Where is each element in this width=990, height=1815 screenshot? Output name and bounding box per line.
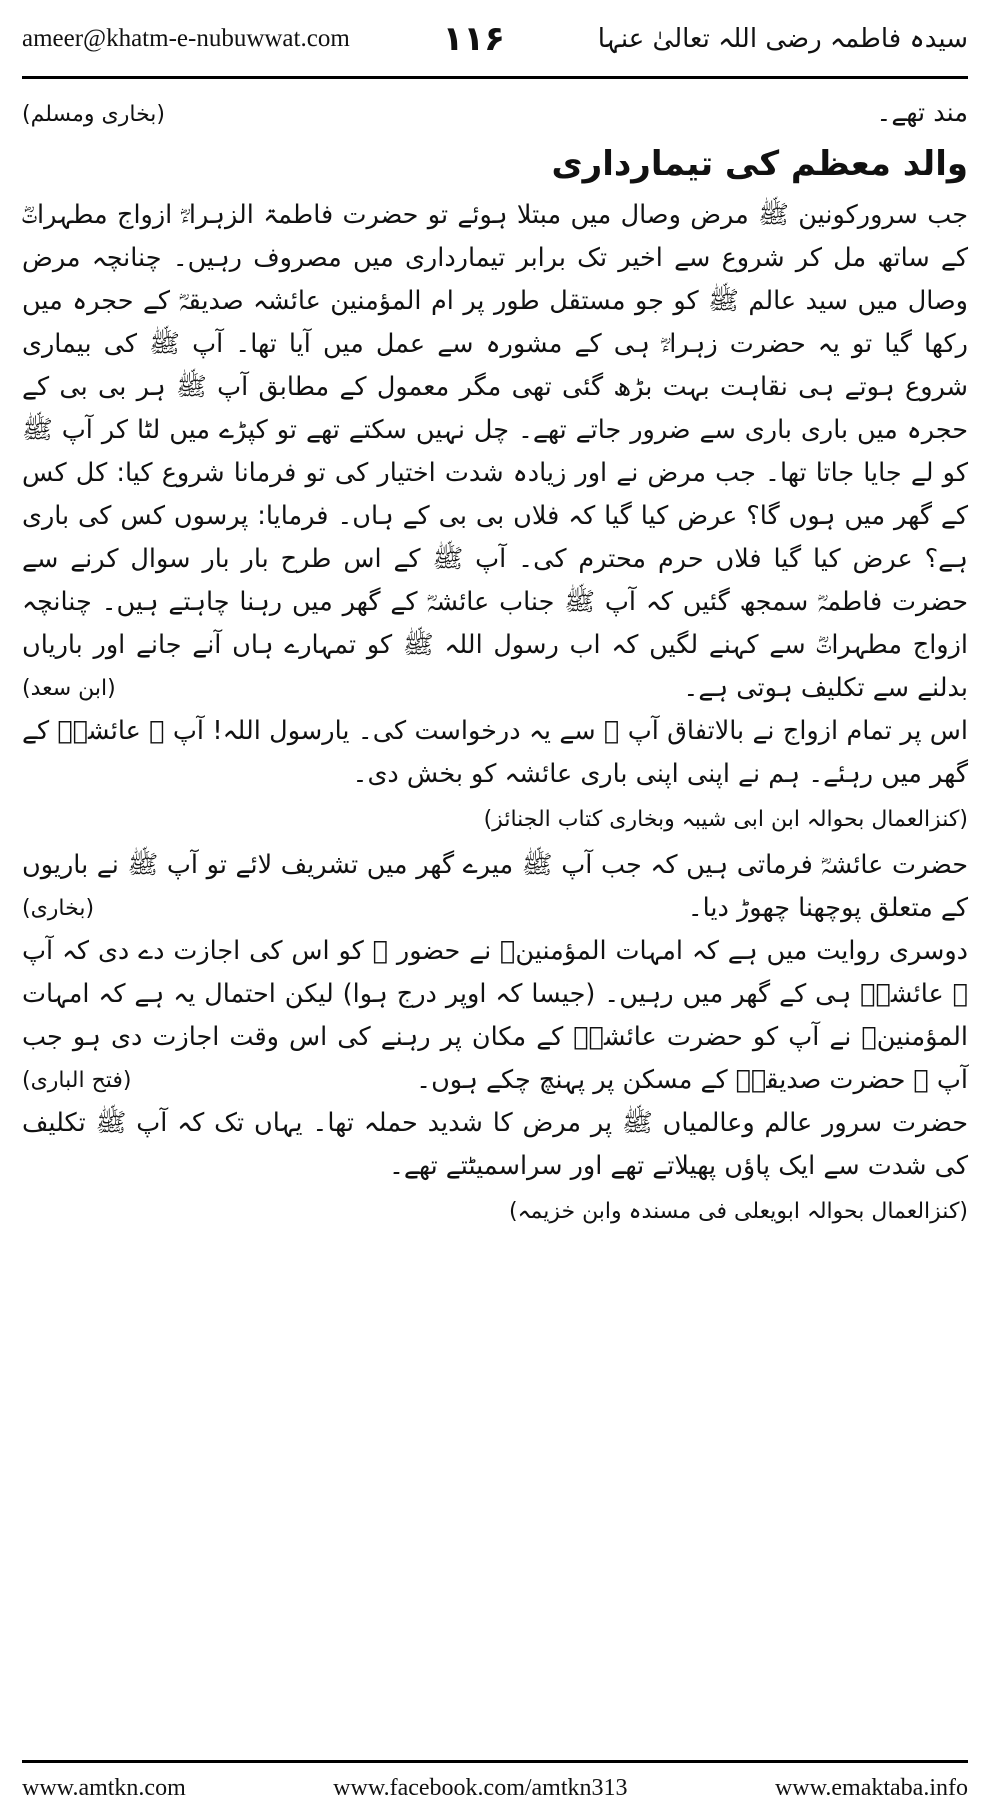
header-email: ameer@khatm-e-nubuwwat.com bbox=[22, 25, 350, 52]
paragraph-2: اس پر تمام ازواج نے بالاتفاق آپ ﷺ سے یہ درخواست کی۔ یارسول اللہ! آپ ﷺ عائشہؓ کے گھر میں رہئے۔ ہم نے اپنی اپنی باری عائشہ کو بخش دی۔ bbox=[22, 716, 968, 789]
paragraph-1-reference: (ابن سعد) bbox=[22, 676, 116, 701]
footer-center-link[interactable]: www.facebook.com/amtkn313 bbox=[333, 1774, 628, 1801]
paragraph-3-reference: (بخاری) bbox=[22, 896, 95, 921]
paragraph-3-text: حضرت عائشہؓ فرماتی ہیں کہ جب آپ ﷺ میرے گھر میں تشریف لائے تو آپ ﷺ نے باریوں کے متعلق پوچھنا چھوڑ دیا۔ bbox=[22, 850, 968, 923]
paragraph-4-reference: (فتح الباری) bbox=[22, 1068, 132, 1093]
intro-line: مند تھے۔ bbox=[876, 98, 968, 128]
header-rule bbox=[22, 76, 968, 79]
paragraph-5-reference: (کنزالعمال بحوالہ ابویعلی فی مسندہ وابن خزیمہ) bbox=[509, 1199, 968, 1224]
page-header bbox=[22, 14, 968, 64]
page-number: ۱۱۶ bbox=[442, 19, 505, 59]
section-heading: والد معظم کی تیمارداری bbox=[551, 144, 968, 184]
footer-left-link[interactable]: www.amtkn.com bbox=[22, 1774, 186, 1801]
page-footer bbox=[22, 1768, 968, 1808]
footer-right-link[interactable]: www.emaktaba.info bbox=[774, 1774, 968, 1801]
paragraph-1-text: جب سرورکونین ﷺ مرض وصال میں مبتلا ہوئے تو حضرت فاطمۃ الزہراءؓ ازواج مطہراتؓ کے ساتھ مل کر شروع سے اخیر تک برابر تیمارداری میں مصروف رہیں۔ چنانچہ مرض وصال میں سید عالم ﷺ کو جو مستقل طور پر ام المؤمنین عائشہ صدیقہؓ کے حجرہ میں رکھا گیا تو یہ حضرت زہراءؓ ہی کے مشورہ سے عمل میں آیا تھا۔ آپ ﷺ کی بیماری شروع ہوتے ہی نقاہت بہت بڑھ گئی تھی مگر معمول کے مطابق آپ ﷺ ہر بی بی کے حجرہ میں باری باری سے ضرور جاتے تھے۔ چل نہیں سکتے تھے تو کپڑے میں لٹا کر آپ ﷺ کو لے جایا جاتا تھا۔ جب مرض نے اور زیادہ شدت اختیار کی تو فرمانا شروع کیا: کل کس کے گھر میں ہوں گا؟ عرض کیا گیا کہ فلاں بی بی کے ہاں۔ فرمایا: پرسوں کس کی باری ہے؟ عرض کیا گیا فلاں حرم محترم کی۔ آپ ﷺ کے اس طرح بار بار سوال کرنے سے حضرت فاطمہؓ سمجھ گئیں کہ آپ ﷺ جناب عائشہؓ کے گھر میں رہنا چاہتے ہیں۔ چنانچہ ازواج مطہراتؓ سے کہنے لگیں کہ اب رسول اللہ ﷺ کو تمہارے ہاں آنے جانے اور باریاں بدلنے سے تکلیف ہوتی ہے۔ bbox=[22, 200, 968, 703]
paragraph-4 bbox=[22, 930, 968, 1102]
book-title: سیدہ فاطمہ رضی اللہ تعالیٰ عنہا bbox=[597, 24, 968, 54]
intro-reference: (بخاری ومسلم) bbox=[22, 102, 165, 127]
paragraph-3 bbox=[22, 844, 968, 930]
paragraph-1 bbox=[22, 194, 968, 710]
paragraph-4-text: دوسری روایت میں ہے کہ امہات المؤمنینؓ نے حضور ﷺ کو اس کی اجازت دے دی کہ آپ ﷺ عائشہؓ ہی کے گھر میں رہیں۔ (جیسا کہ اوپر درج ہوا) لیکن احتمال یہ ہے کہ امہات المؤمنینؓ نے آپ کو حضرت عائشہؓ کے مکان پر رہنے کی اس وقت اجازت دی ہو جب آپ ﷺ حضرت صدیقہؓ کے مسکن پر پہنچ چکے ہوں۔ bbox=[22, 936, 968, 1095]
paragraph-2-reference: (کنزالعمال بحوالہ ابن ابی شیبہ وبخاری کتاب الجنائز) bbox=[483, 807, 968, 832]
paragraph-5: حضرت سرور عالم وعالمیاں ﷺ پر مرض کا شدید حملہ تھا۔ یہاں تک کہ آپ ﷺ تکلیف کی شدت سے ایک پاؤں پھیلاتے تھے اور سراسمیٹتے تھے۔ bbox=[22, 1108, 968, 1181]
page-body bbox=[22, 92, 968, 1712]
intro-row bbox=[22, 92, 968, 136]
footer-rule bbox=[22, 1760, 968, 1763]
